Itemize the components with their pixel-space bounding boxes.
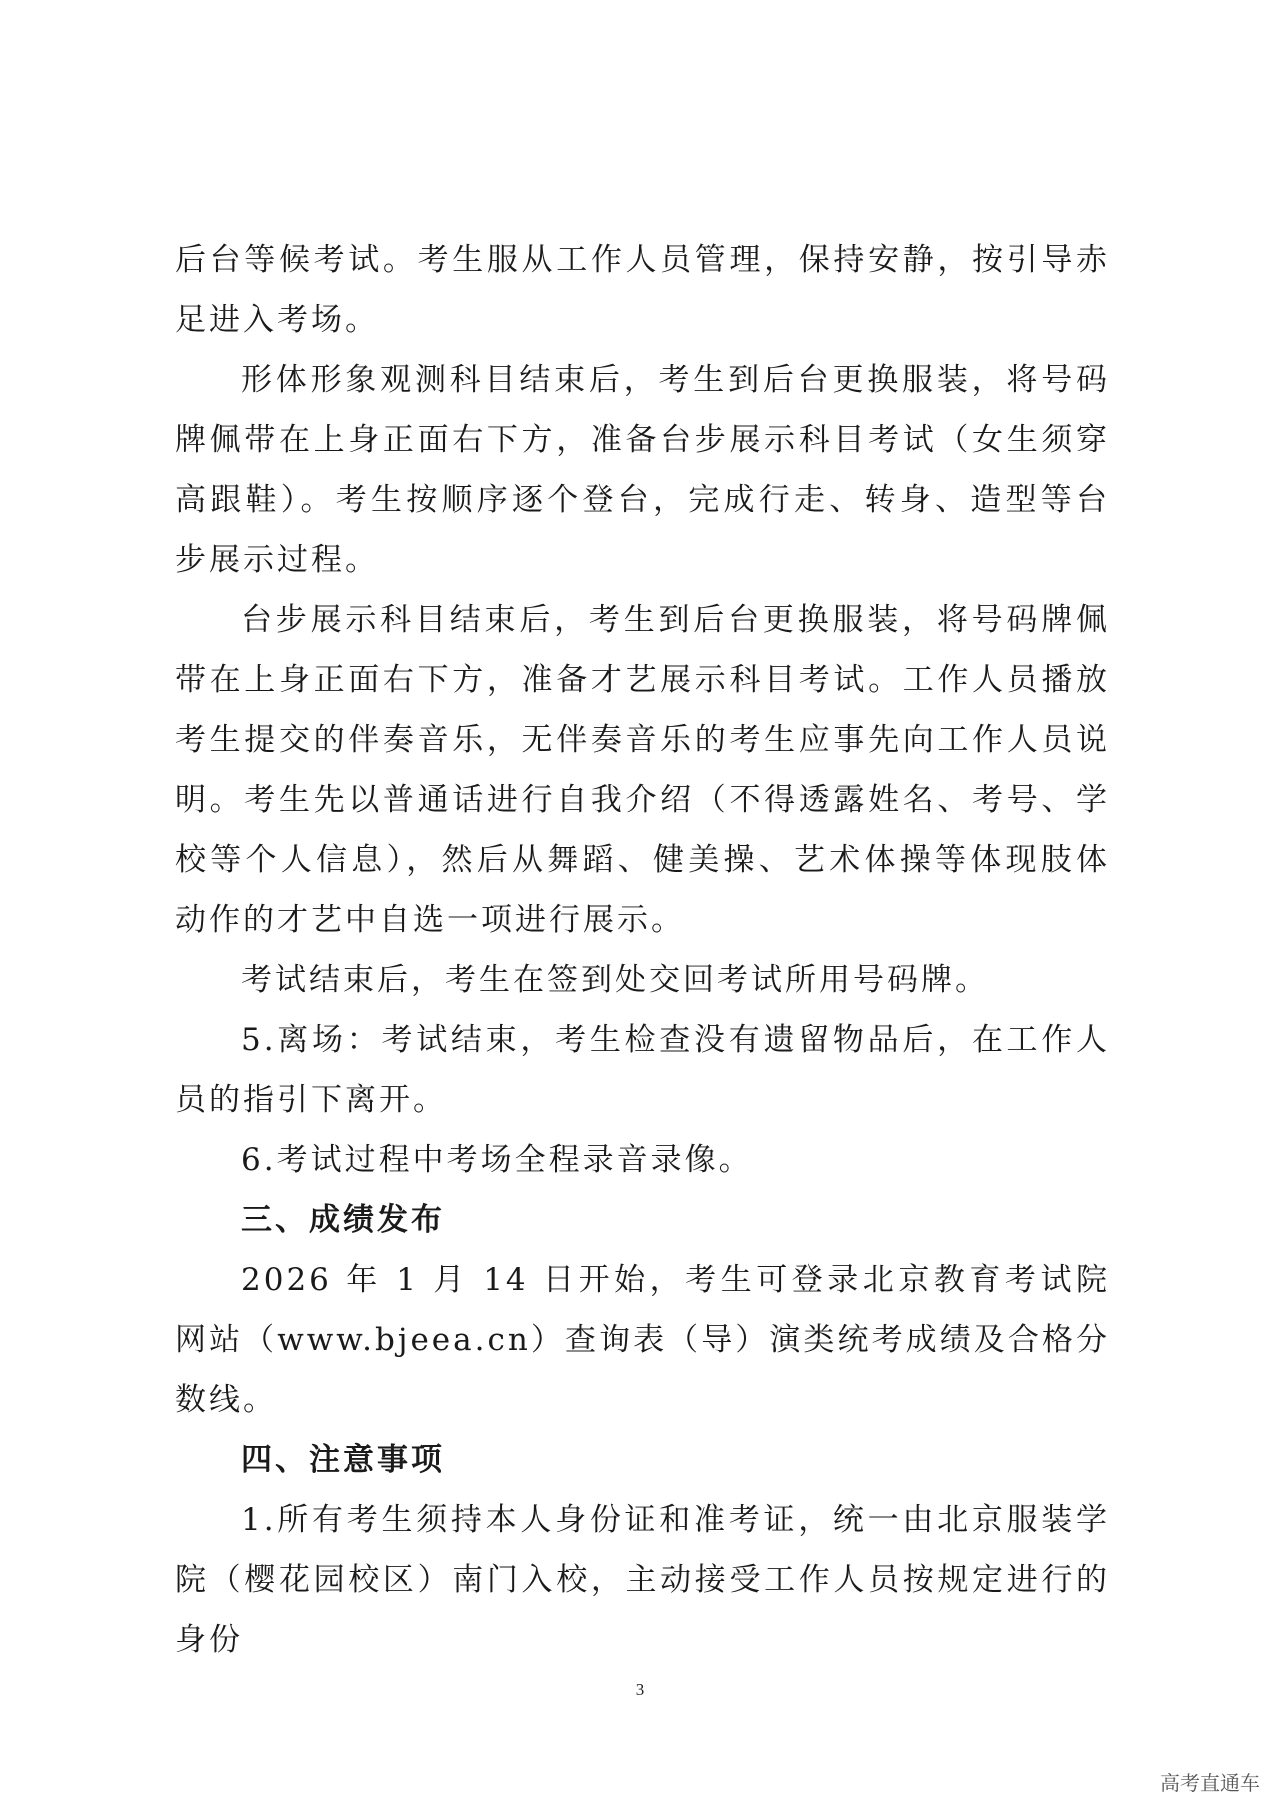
paragraph-walk-display: 形体形象观测科目结束后，考生到后台更换服装，将号码牌佩带在上身正面右下方，准备台步展示科目考试（女生须穿高跟鞋）。考生按顺序逐个登台，完成行走、转身、造型等台步展示过程。 — [175, 362, 1110, 578]
section-heading-notes: 四、注意事项 — [241, 1442, 445, 1478]
watermark-logo: 高考直通车 — [1154, 1765, 1266, 1798]
paragraph-recording: 6.考试过程中考场全程录音录像。 — [241, 1142, 753, 1178]
paragraph-note-1: 1.所有考生须持本人身份证和准考证，统一由北京服装学院（樱花园校区）南门入校，主动接受工作人员按规定进行的身份 — [175, 1502, 1110, 1658]
document-body — [175, 230, 1110, 1670]
section-heading-results: 三、成绩发布 — [241, 1202, 445, 1238]
paragraph-return-badge: 考试结束后，考生在签到处交回考试所用号码牌。 — [241, 962, 989, 998]
page-number: 3 — [635, 1680, 645, 1699]
paragraph-talent-display: 台步展示科目结束后，考生到后台更换服装，将号码牌佩带在上身正面右下方，准备才艺展示科目考试。工作人员播放考生提交的伴奏音乐，无伴奏音乐的考生应事先向工作人员说明。考生先以普通话进行自我介绍（不得透露姓名、考号、学校等个人信息），然后从舞蹈、健美操、艺术体操等体现肢体动作的才艺中自选一项进行展示。 — [175, 602, 1110, 938]
paragraph-leave: 5.离场：考试结束，考生检查没有遗留物品后，在工作人员的指引下离开。 — [175, 1022, 1110, 1118]
paragraph-results: 2026 年 1 月 14 日开始，考生可登录北京教育考试院网站（www.bjeea.cn）查询表（导）演类统考成绩及合格分数线。 — [175, 1262, 1110, 1418]
paragraph-continuation: 后台等候考试。考生服从工作人员管理，保持安静，按引导赤足进入考场。 — [175, 242, 1110, 338]
